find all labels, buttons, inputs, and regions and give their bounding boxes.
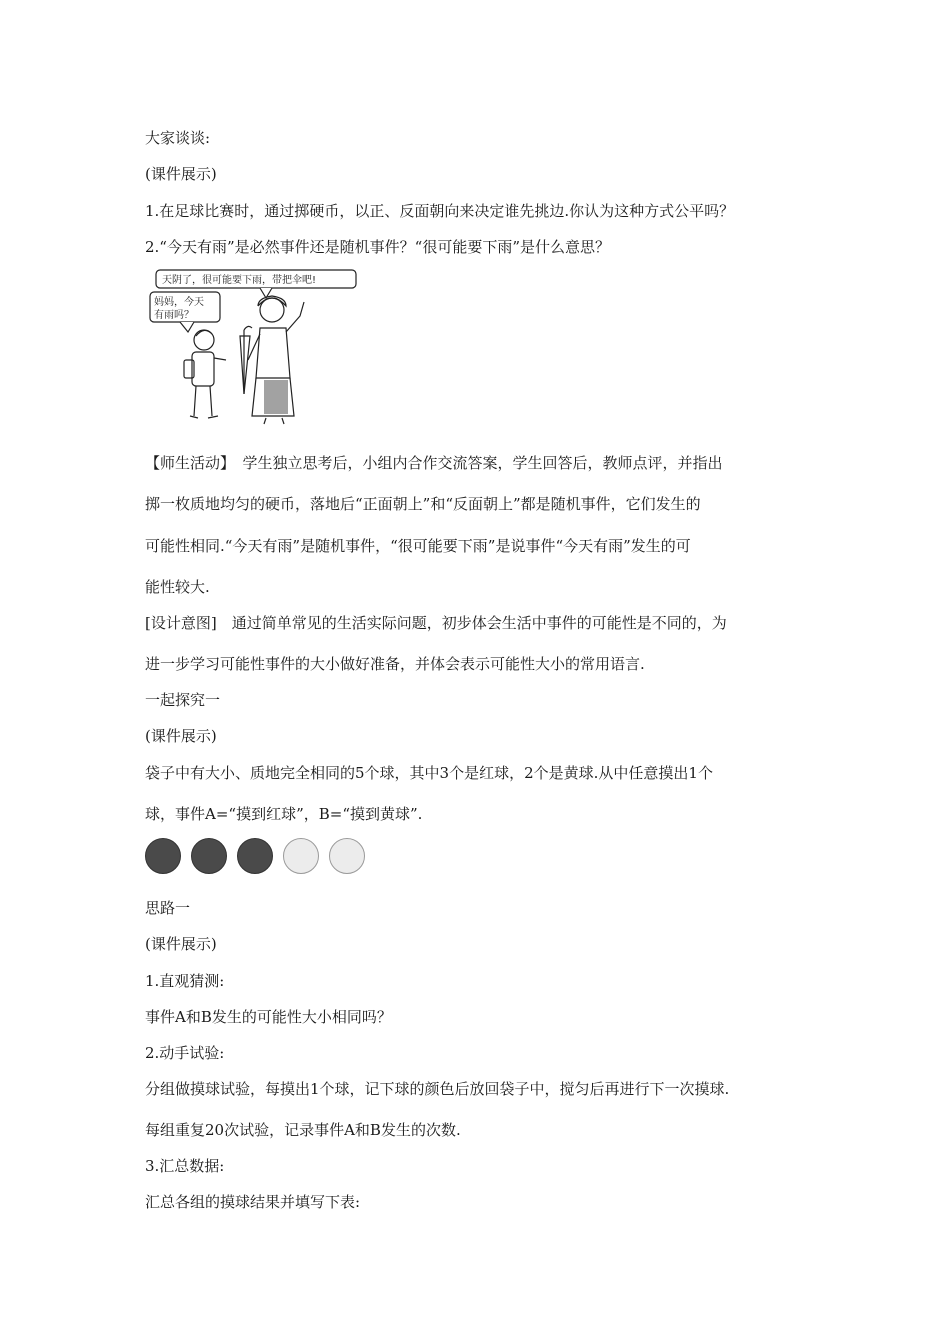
- mother-speech: 天阴了，很可能要下雨，带把伞吧!: [162, 275, 317, 286]
- idea-heading: 思路一: [145, 899, 191, 917]
- explore-line1: 袋子中有大小、质地完全相同的5个球，其中3个是红球，2个是黄球.从中任意摸出1个: [145, 764, 713, 782]
- step3-text: 汇总各组的摸球结果并填写下表:: [145, 1193, 361, 1211]
- child-speech-line1: 妈妈，今天: [154, 297, 204, 308]
- design-intent-line2: 进一步学习可能性事件的大小做好准备，并体会表示可能性大小的常用语言.: [145, 655, 645, 673]
- step1-text: 事件A和B发生的可能性大小相同吗？: [145, 1008, 392, 1026]
- red-ball: [191, 838, 227, 874]
- red-ball: [145, 838, 181, 874]
- step1-title: 1.直观猜测:: [145, 972, 225, 990]
- courseware-label: (课件展示): [145, 935, 217, 953]
- courseware-label: (课件展示): [145, 727, 217, 745]
- explore-line2: 球，事件A=“摸到红球”，B=“摸到黄球”.: [145, 805, 423, 823]
- explore-heading: 一起探究一: [145, 691, 221, 709]
- step2-line1: 分组做摸球试验，每摸出1个球，记下球的颜色后放回袋子中，搅匀后再进行下一次摸球.: [145, 1080, 730, 1098]
- teacher-activity-line1: 【师生活动】 学生独立思考后，小组内合作交流答案，学生回答后，教师点评，并指出: [145, 454, 723, 472]
- umbrella-scene-illustration: [140, 268, 360, 428]
- red-ball: [237, 838, 273, 874]
- teacher-activity-line3: 可能性相同.“今天有雨”是随机事件，“很可能要下雨”是说事件“今天有雨”发生的可: [145, 537, 691, 555]
- question-1: 1.在足球比赛时，通过掷硬币，以正、反面朝向来决定谁先挑边.你认为这种方式公平吗？: [145, 202, 735, 220]
- step3-title: 3.汇总数据:: [145, 1157, 225, 1175]
- courseware-label: (课件展示): [145, 165, 217, 183]
- step2-line2: 每组重复20次试验，记录事件A和B发生的次数.: [145, 1121, 461, 1139]
- discuss-heading: 大家谈谈:: [145, 129, 211, 147]
- yellow-ball: [283, 838, 319, 874]
- yellow-ball: [329, 838, 365, 874]
- question-2: 2.“今天有雨”是必然事件还是随机事件？“很可能要下雨”是什么意思？: [145, 238, 610, 256]
- teacher-activity-line4: 能性较大.: [145, 578, 210, 596]
- teacher-activity-line2: 掷一枚质地均匀的硬币，落地后“正面朝上”和“反面朝上”都是随机事件，它们发生的: [145, 495, 701, 513]
- design-intent-line1: [设计意图] 通过简单常见的生活实际问题，初步体会生活中事件的可能性是不同的，为: [145, 614, 727, 632]
- step2-title: 2.动手试验:: [145, 1044, 225, 1062]
- balls-row: [145, 838, 375, 876]
- child-speech-line2: 有雨吗？: [154, 310, 194, 321]
